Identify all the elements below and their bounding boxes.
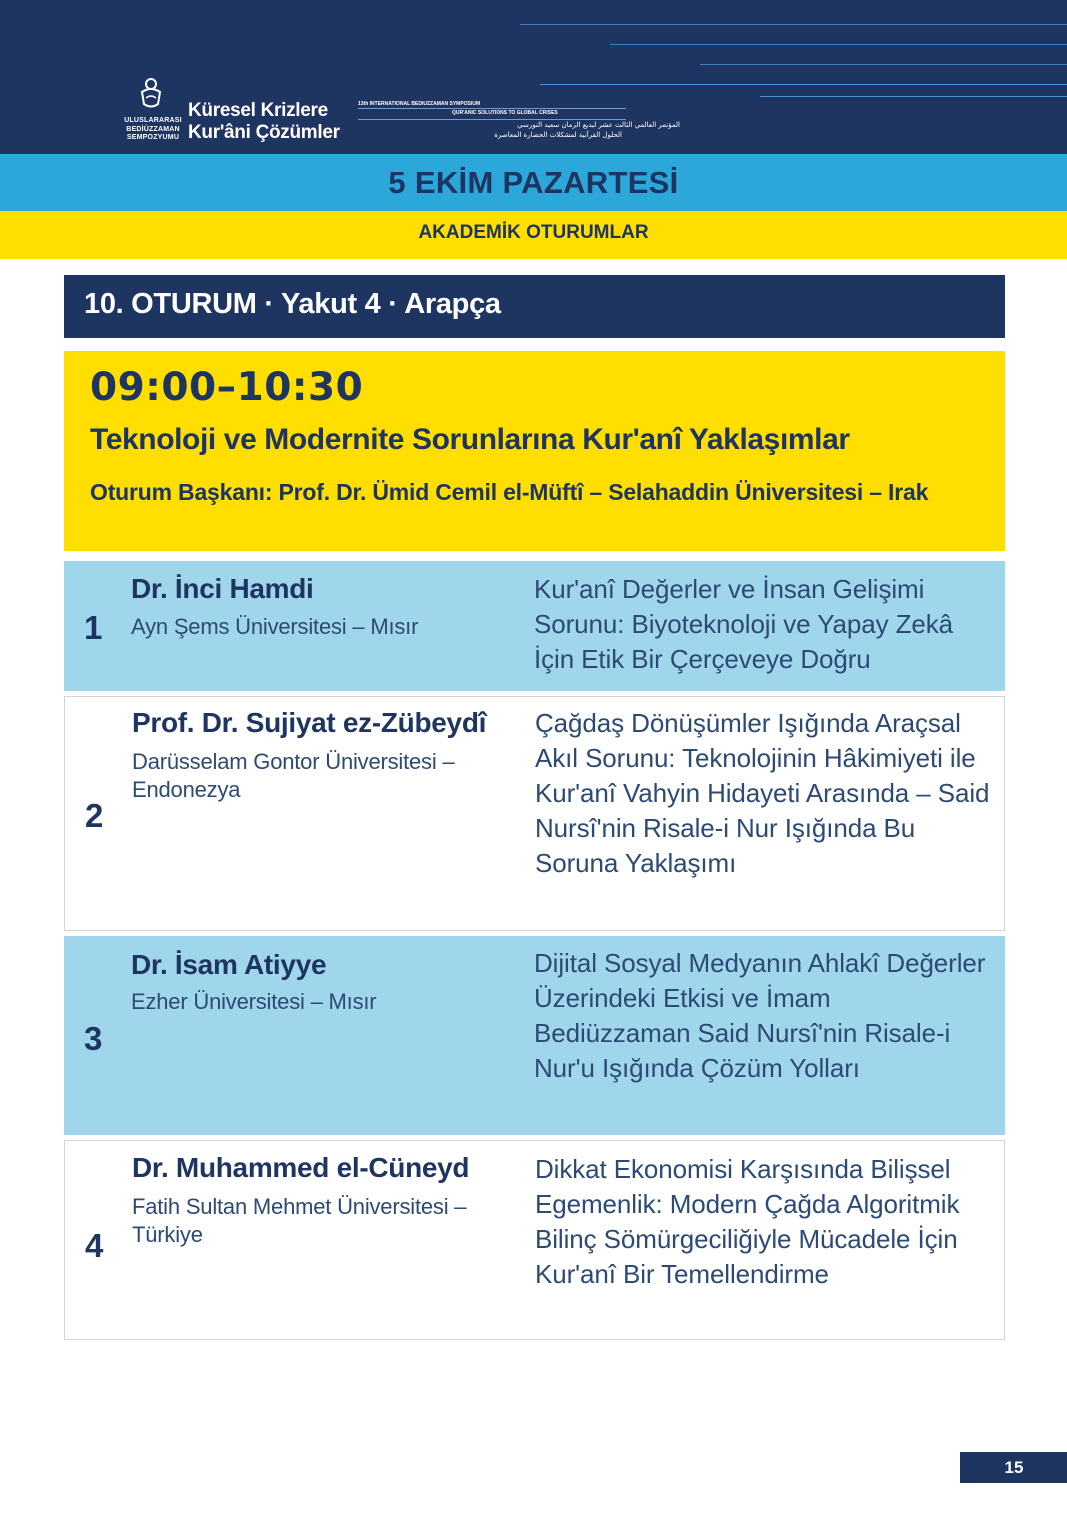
talk-row <box>64 561 1005 691</box>
session-title: 10. OTURUM · Yakut 4 · Arapça <box>84 288 501 320</box>
page-number-tab <box>960 1452 1067 1483</box>
speaker-affiliation: Darüsselam Gontor Üniversitesi – Endonezya <box>132 749 455 802</box>
decorative-line <box>700 64 1067 65</box>
logo-text-top: ULUSLARARASI <box>124 117 182 124</box>
logo-arabic-line2: الحلول القرآنية لمشكلات الحضارة المعاصرة <box>494 131 622 139</box>
decorative-line <box>540 84 1067 85</box>
talk-number: 1 <box>84 609 103 646</box>
session-info-box <box>64 351 1005 551</box>
speaker-name: Dr. İsam Atiyye <box>131 949 327 980</box>
symposium-logo-icon <box>136 76 166 112</box>
session-time: 09:00–10:30 <box>90 365 364 410</box>
day-banner <box>0 154 1067 211</box>
session-topic: Teknoloji ve Modernite Sorunlarına Kur'anî Yaklaşımlar <box>90 423 850 456</box>
logo-divider <box>358 119 626 120</box>
logo-text-mid: BEDİÜZZAMAN <box>126 126 180 133</box>
talk-title: Çağdaş Dönüşümler Işığında Araçsal Akıl Sorunu: Teknolojinin Hâkimiyeti ile Kur'anî Vahyin Hidayeti Arasında – Said Nursî'nin Risale-i Nur Işığında Bu Soruna Yaklaşımı <box>535 708 990 878</box>
logo-text-bottom: SEMPOZYUMU <box>126 134 180 141</box>
speaker-affiliation: Fatih Sultan Mehmet Üniversitesi – Türkiye <box>132 1194 467 1247</box>
talk-title: Dikkat Ekonomisi Karşısında Bilişsel Egemenlik: Modern Çağda Algoritmik Bilinç Sömürgeciliğiyle Mücadele İçin Kur'anî Bir Temellendirme <box>535 1154 960 1289</box>
session-chair: Oturum Başkanı: Prof. Dr. Ümid Cemil el-Müftî – Selahaddin Üniversitesi – Irak <box>90 479 929 505</box>
talk-row <box>64 1140 1005 1340</box>
page-number: 15 <box>1004 1458 1024 1477</box>
logo-title-line2: Kur'âni Çözümler <box>188 122 340 143</box>
speaker-name: Prof. Dr. Sujiyat ez-Zübeydî <box>132 707 487 738</box>
speaker-name: Dr. Muhammed el-Cüneyd <box>132 1152 470 1183</box>
talk-title: Kur'anî Değerler ve İnsan Gelişimi Sorunu: Biyoteknoloji ve Yapay Zekâ İçin Etik Bir Çerçeveye Doğru <box>534 574 954 674</box>
talk-title: Dijital Sosyal Medyanın Ahlakî Değerler Üzerindeki Etkisi ve İmam Bediüzzaman Said Nursî'nin Risale-i Nur'u Işığında Çözüm Yolları <box>534 948 986 1083</box>
day-title: 5 EKİM PAZARTESİ <box>388 165 679 200</box>
decorative-line <box>520 24 1067 25</box>
logo-english-line1: 13th INTERNATIONAL BEDIUZZAMAN SYMPOSIUM <box>358 101 481 107</box>
talk-number: 3 <box>84 1020 103 1057</box>
logo-divider <box>358 108 626 109</box>
session-header <box>64 275 1005 338</box>
speaker-name: Dr. İnci Hamdi <box>131 573 314 604</box>
speaker-affiliation: Ezher Üniversitesi – Mısır <box>131 989 377 1014</box>
decorative-line <box>760 96 1067 97</box>
talk-number: 4 <box>85 1227 104 1264</box>
talk-row <box>64 696 1005 931</box>
header-band <box>0 0 1067 154</box>
speaker-affiliation: Ayn Şems Üniversitesi – Mısır <box>131 614 419 639</box>
section-banner <box>0 211 1067 259</box>
talk-number: 2 <box>85 797 104 834</box>
logo-title-line1: Küresel Krizlere <box>188 100 328 121</box>
talk-row <box>64 936 1005 1135</box>
logo-arabic-line1: المؤتمر العالمي الثالث عشر لبديع الزمان سعيد النورسي <box>517 121 680 129</box>
decorative-line <box>610 44 1067 45</box>
logo-english-line2: QUR'ANIC SOLUTIONS TO GLOBAL CRISES <box>452 110 558 116</box>
section-title: AKADEMİK OTURUMLAR <box>418 222 649 243</box>
